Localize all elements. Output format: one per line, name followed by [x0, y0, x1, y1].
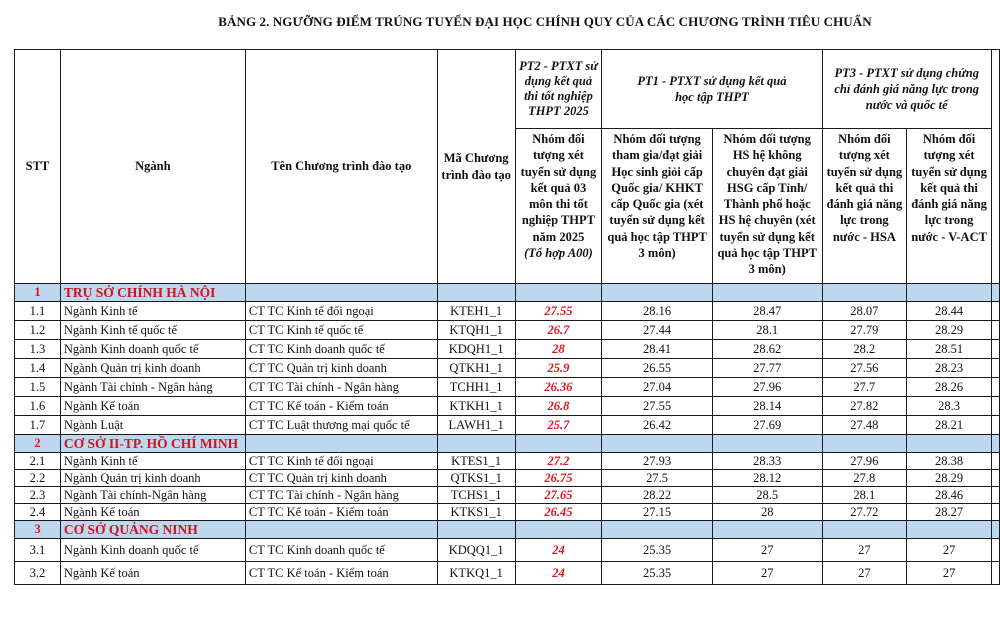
header-pt3-sub-hsa: Nhóm đối tượng xét tuyển sử dụng kết quả thi đánh giá năng lực trong nước - HSA [822, 129, 907, 284]
cell-program-code: KTKS1_1 [437, 504, 515, 521]
cell-hsa-score: 27.82 [822, 397, 907, 416]
table-row [15, 302, 1000, 321]
cell-program-name: CT TC Kinh tế đối ngoại [245, 453, 437, 470]
table-row [15, 378, 1000, 397]
table-row [15, 453, 1000, 470]
cell-program-code: QTKH1_1 [437, 359, 515, 378]
cell-pt1a-score: 25.35 [602, 562, 713, 585]
cell-hsa-score: 27.56 [822, 359, 907, 378]
section-name: CƠ SỞ II-TP. HỒ CHÍ MINH [60, 435, 245, 453]
cell-stt: 2.4 [15, 504, 61, 521]
cell-vact-score: 28.27 [907, 504, 992, 521]
cell-hsa-score: 28.2 [822, 340, 907, 359]
cell-program-code: LAWH1_1 [437, 416, 515, 435]
cell-hsa-score: 28.1 [822, 487, 907, 504]
cell-program-code: KDQH1_1 [437, 340, 515, 359]
cell-pt2-score: 24 [515, 539, 602, 562]
cell-vact-score: 28.21 [907, 416, 992, 435]
header-pt1-sub-provincial: Nhóm đối tượng HS hệ không chuyên đạt giải HSG cấp Tỉnh/ Thành phố hoặc HS hệ chuyên (xét tuyển sử dụng kết quả học tập THPT 3 môn) [712, 129, 822, 284]
table-row [15, 562, 1000, 585]
cell-stt: 3.1 [15, 539, 61, 562]
cell-nganh: Ngành Tài chính-Ngân hàng [60, 487, 245, 504]
cell-nganh: Ngành Kinh tế [60, 453, 245, 470]
cell-pt2-score: 27.2 [515, 453, 602, 470]
cell-pt1b-score: 28.14 [712, 397, 822, 416]
cell-pt1b-score: 27.77 [712, 359, 822, 378]
cell-pt2-score: 26.8 [515, 397, 602, 416]
table-title: BẢNG 2. NGƯỠNG ĐIỂM TRÚNG TUYỂN ĐẠI HỌC CHÍNH QUY CỦA CÁC CHƯƠNG TRÌNH TIÊU CHUẨN [218, 14, 872, 29]
cell-pt2-score: 26.7 [515, 321, 602, 340]
header-program-name: Tên Chương trình đào tạo [245, 50, 437, 284]
cell-hsa-score: 27.8 [822, 470, 907, 487]
cell-stt: 2.1 [15, 453, 61, 470]
cell-pt1a-score: 27.15 [602, 504, 713, 521]
cell-hsa-score: 27 [822, 562, 907, 585]
cell-program-name: CT TC Kinh doanh quốc tế [245, 539, 437, 562]
cell-vact-score: 28.29 [907, 470, 992, 487]
cell-pt1b-score: 27 [712, 562, 822, 585]
header-program-code: Mã Chương trình đào tạo [437, 50, 515, 284]
cell-program-name: CT TC Kế toán - Kiểm toán [245, 504, 437, 521]
cell-hsa-score: 27.79 [822, 321, 907, 340]
cell-pt1b-score: 28.33 [712, 453, 822, 470]
cell-vact-score: 28.44 [907, 302, 992, 321]
cell-stt: 2.3 [15, 487, 61, 504]
cell-nganh: Ngành Kế toán [60, 397, 245, 416]
section-name: TRỤ SỞ CHÍNH HÀ NỘI [60, 284, 245, 302]
table-row [15, 397, 1000, 416]
section-name: CƠ SỞ QUẢNG NINH [60, 521, 245, 539]
cell-stt: 1.1 [15, 302, 61, 321]
cell-nganh: Ngành Kinh tế quốc tế [60, 321, 245, 340]
cell-pt2-score: 26.36 [515, 378, 602, 397]
cell-pt1b-score: 28.62 [712, 340, 822, 359]
table-row [15, 504, 1000, 521]
header-pt2-sub [515, 129, 602, 284]
section-row [15, 435, 1000, 453]
cell-nganh: Ngành Quản trị kinh doanh [60, 470, 245, 487]
cell-pt1a-score: 26.42 [602, 416, 713, 435]
header-edge [991, 50, 999, 284]
cell-program-name: CT TC Kế toán - Kiểm toán [245, 562, 437, 585]
header-pt2-group: PT2 - PTXT sử dụng kết quả thi tốt nghiệp THPT 2025 [515, 50, 602, 129]
table-row [15, 539, 1000, 562]
cell-vact-score: 27 [907, 562, 992, 585]
section-stt: 1 [15, 284, 61, 302]
cell-vact-score: 27 [907, 539, 992, 562]
cell-program-code: QTKS1_1 [437, 470, 515, 487]
cell-program-code: KTKH1_1 [437, 397, 515, 416]
cell-program-name: CT TC Kinh tế đối ngoại [245, 302, 437, 321]
cell-nganh: Ngành Quản trị kinh doanh [60, 359, 245, 378]
cell-program-name: CT TC Kinh doanh quốc tế [245, 340, 437, 359]
cell-vact-score: 28.46 [907, 487, 992, 504]
cell-hsa-score: 27.96 [822, 453, 907, 470]
cell-pt1b-score: 28.12 [712, 470, 822, 487]
cell-pt1b-score: 27.69 [712, 416, 822, 435]
cell-pt1a-score: 27.93 [602, 453, 713, 470]
cell-pt2-score: 25.9 [515, 359, 602, 378]
cell-stt: 1.6 [15, 397, 61, 416]
cell-program-name: CT TC Kế toán - Kiểm toán [245, 397, 437, 416]
cell-hsa-score: 28.07 [822, 302, 907, 321]
cell-pt1b-score: 27 [712, 539, 822, 562]
cell-stt: 2.2 [15, 470, 61, 487]
cell-pt2-score: 28 [515, 340, 602, 359]
cell-nganh: Ngành Kế toán [60, 504, 245, 521]
cell-pt1a-score: 27.55 [602, 397, 713, 416]
admission-score-table [14, 49, 1000, 585]
cell-nganh: Ngành Kinh tế [60, 302, 245, 321]
cell-program-name: CT TC Quản trị kinh doanh [245, 359, 437, 378]
section-stt: 3 [15, 521, 61, 539]
cell-hsa-score: 27.48 [822, 416, 907, 435]
cell-pt1a-score: 28.16 [602, 302, 713, 321]
cell-program-code: TCHH1_1 [437, 378, 515, 397]
table-row [15, 487, 1000, 504]
cell-pt1a-score: 27.44 [602, 321, 713, 340]
cell-program-code: KTKQ1_1 [437, 562, 515, 585]
cell-program-code: KTQH1_1 [437, 321, 515, 340]
cell-pt1b-score: 28.1 [712, 321, 822, 340]
section-stt: 2 [15, 435, 61, 453]
cell-vact-score: 28.38 [907, 453, 992, 470]
cell-program-code: KTES1_1 [437, 453, 515, 470]
cell-program-name: CT TC Luật thương mại quốc tế [245, 416, 437, 435]
cell-program-code: KDQQ1_1 [437, 539, 515, 562]
cell-vact-score: 28.3 [907, 397, 992, 416]
cell-stt: 1.7 [15, 416, 61, 435]
cell-pt2-score: 27.55 [515, 302, 602, 321]
header-pt1-group: PT1 - PTXT sử dụng kết quả học tập THPT [602, 50, 822, 129]
cell-pt2-score: 26.45 [515, 504, 602, 521]
cell-nganh: Ngành Kinh doanh quốc tế [60, 539, 245, 562]
cell-pt1a-score: 25.35 [602, 539, 713, 562]
header-pt3-group: PT3 - PTXT sử dụng chứng chỉ đánh giá năng lực trong nước và quốc tế [822, 50, 991, 129]
cell-vact-score: 28.26 [907, 378, 992, 397]
cell-program-code: TCHS1_1 [437, 487, 515, 504]
cell-program-name: CT TC Tài chính - Ngân hàng [245, 487, 437, 504]
cell-pt1b-score: 27.96 [712, 378, 822, 397]
table-row [15, 340, 1000, 359]
section-row [15, 284, 1000, 302]
cell-pt2-score: 26.75 [515, 470, 602, 487]
cell-hsa-score: 27.72 [822, 504, 907, 521]
header-pt3-sub-vact: Nhóm đối tượng xét tuyển sử dụng kết quả thi đánh giá năng lực trong nước - V-ACT [907, 129, 992, 284]
cell-nganh: Ngành Luật [60, 416, 245, 435]
cell-stt: 3.2 [15, 562, 61, 585]
cell-pt1a-score: 27.5 [602, 470, 713, 487]
cell-pt1a-score: 28.41 [602, 340, 713, 359]
cell-stt: 1.2 [15, 321, 61, 340]
cell-program-name: CT TC Quản trị kinh doanh [245, 470, 437, 487]
header-pt1-sub-national: Nhóm đối tượng tham gia/đạt giải Học sinh giỏi cấp Quốc gia/ KHKT cấp Quốc gia (xét tuyển sử dụng kết quả học tập THPT 3 môn) [602, 129, 713, 284]
cell-pt1b-score: 28.47 [712, 302, 822, 321]
table-row [15, 359, 1000, 378]
cell-program-name: CT TC Tài chính - Ngân hàng [245, 378, 437, 397]
cell-pt1a-score: 27.04 [602, 378, 713, 397]
cell-vact-score: 28.29 [907, 321, 992, 340]
section-row [15, 521, 1000, 539]
table-row [15, 470, 1000, 487]
cell-pt1a-score: 26.55 [602, 359, 713, 378]
cell-nganh: Ngành Tài chính - Ngân hàng [60, 378, 245, 397]
cell-nganh: Ngành Kế toán [60, 562, 245, 585]
cell-stt: 1.5 [15, 378, 61, 397]
pt2-sub-label: Nhóm đối tượng xét tuyển sử dụng kết quả 03 môn thi tốt nghiệp THPT năm 2025 [520, 132, 597, 244]
cell-pt1b-score: 28.5 [712, 487, 822, 504]
cell-vact-score: 28.23 [907, 359, 992, 378]
cell-program-code: KTEH1_1 [437, 302, 515, 321]
header-stt: STT [15, 50, 61, 284]
cell-hsa-score: 27 [822, 539, 907, 562]
table-row [15, 321, 1000, 340]
cell-vact-score: 28.51 [907, 340, 992, 359]
cell-hsa-score: 27.7 [822, 378, 907, 397]
cell-pt1b-score: 28 [712, 504, 822, 521]
cell-program-name: CT TC Kinh tế quốc tế [245, 321, 437, 340]
cell-nganh: Ngành Kinh doanh quốc tế [60, 340, 245, 359]
cell-pt2-score: 25.7 [515, 416, 602, 435]
pt2-sub-note: (Tổ hợp A00) [524, 246, 593, 261]
cell-stt: 1.4 [15, 359, 61, 378]
cell-stt: 1.3 [15, 340, 61, 359]
cell-pt2-score: 27.65 [515, 487, 602, 504]
header-nganh: Ngành [60, 50, 245, 284]
cell-pt1a-score: 28.22 [602, 487, 713, 504]
cell-pt2-score: 24 [515, 562, 602, 585]
table-row [15, 416, 1000, 435]
